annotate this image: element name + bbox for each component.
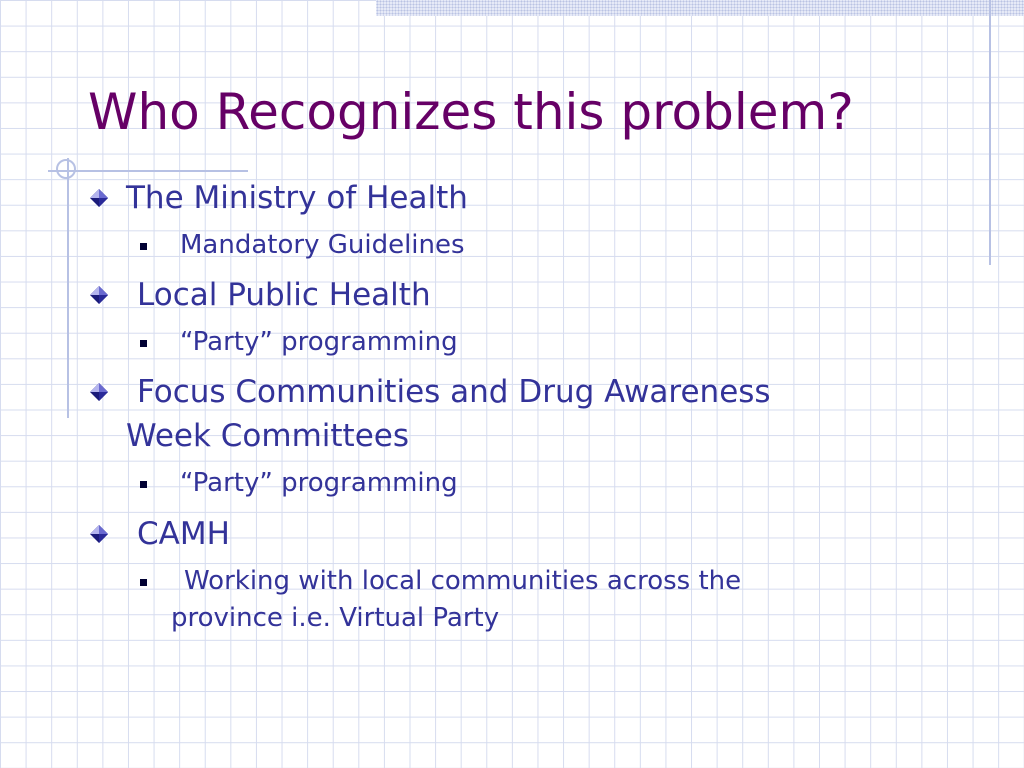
bullet-text: CAMH: [137, 516, 230, 552]
diamond-bullet-icon: [90, 383, 108, 401]
square-bullet-icon: [140, 243, 147, 250]
bullet-text: The Ministry of Health: [126, 180, 468, 216]
diamond-bullet-icon: [90, 189, 108, 207]
sub-bullet-text: Mandatory Guidelines: [180, 230, 465, 260]
diamond-bullet-icon: [90, 286, 108, 304]
bullet-text-line1: Focus Communities and Drug Awareness: [137, 374, 771, 410]
bullet-text: Local Public Health: [137, 277, 431, 313]
square-bullet-icon: [140, 340, 147, 347]
diamond-bullet-icon: [90, 525, 108, 543]
square-bullet-icon: [140, 481, 147, 488]
bullet-text-line2: Week Committees: [126, 418, 410, 454]
square-bullet-icon: [140, 579, 147, 586]
slide-title: Who Recognizes this problem?: [88, 83, 854, 141]
sub-bullet-text-line1: Working with local communities across the: [184, 566, 742, 596]
sub-bullet-text-line2: province i.e. Virtual Party: [171, 603, 500, 633]
sub-bullet-text: “Party” programming: [180, 327, 458, 357]
sub-bullet-text: “Party” programming: [180, 468, 458, 498]
